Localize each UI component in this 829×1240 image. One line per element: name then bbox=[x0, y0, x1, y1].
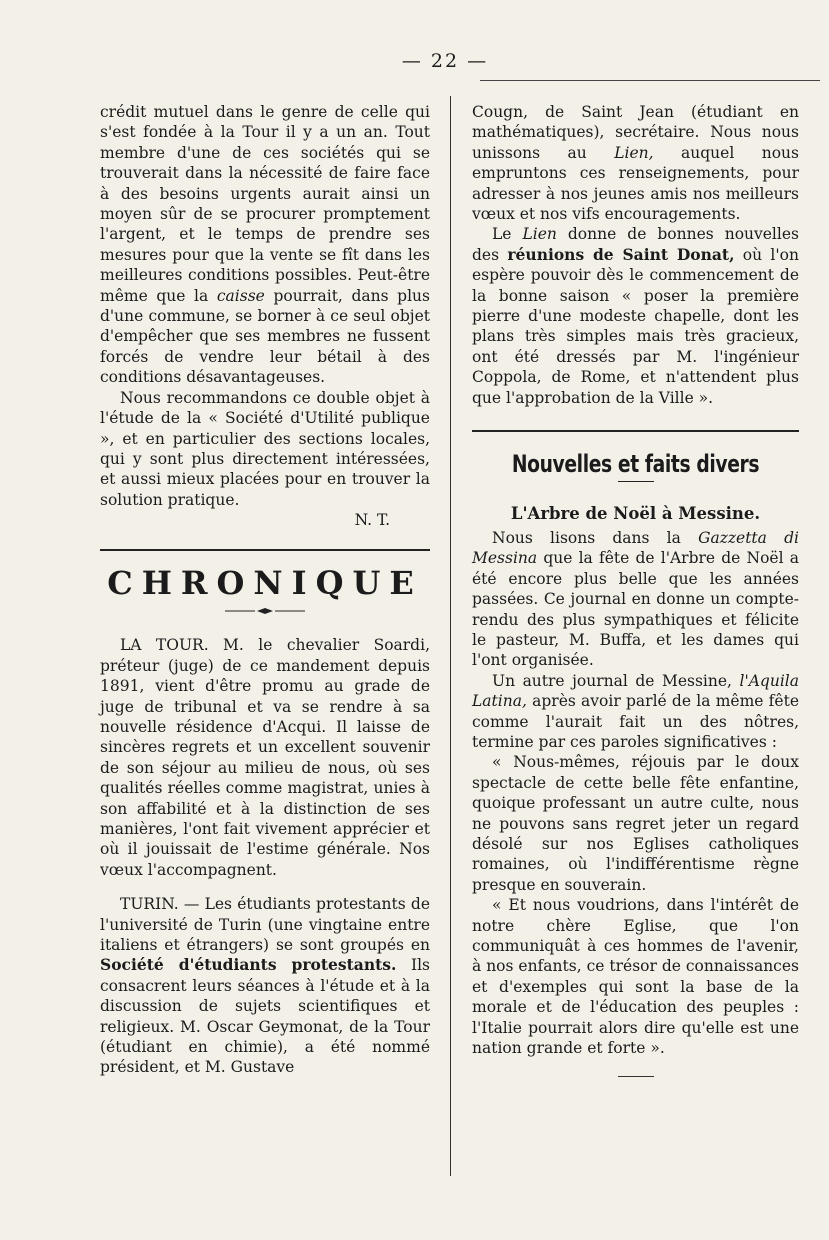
chronique-title: CHRONIQUE bbox=[107, 563, 423, 602]
paragraph-la-tour: LA TOUR. M. le chevalier Soardi, préteur (juge) de ce mandement depuis 1891, vient d'être promu au grade de juge de tribunal et va se rendre à sa nouvelle résidence d'Acqui. Il laisse de sincères regrets et un excellent souvenir de son séjour au milieu de nous, où ses qualités réelles comme magistrat, unies à son affabilité et à la distinction de ses manières, l'ont fait vivement apprécier et où il jouissait de l'estime générale. Nos vœux l'accompagnent. bbox=[100, 636, 430, 879]
paragraph-quote-2: « Et nous voudrions, dans l'intérêt de notre chère Eglise, que l'on communiquât à ces hommes de l'avenir, à nos enfants, ce trésor de connaissances et d'exemples qui sont la base de la morale et de l'éducation des peuples : l'Italie pourrait alors dire qu'elle est une nation grande et forte ». bbox=[472, 896, 799, 1058]
left-column bbox=[100, 102, 430, 1078]
section-rule bbox=[472, 430, 799, 432]
paragraph-quote-1: « Nous-mêmes, réjouis par le doux spectacle de cette belle fête enfantine, quoique professant un autre culte, nous ne pouvons sans regret jeter un regard désolé sur nos Eglises catholiques romaines, où l'indifférentisme règne presque en souverain. bbox=[472, 753, 799, 894]
section-title-nouvelles: Nouvelles et faits divers bbox=[511, 450, 760, 479]
page-number: — 22 — bbox=[401, 50, 489, 72]
title-underline bbox=[618, 481, 654, 482]
article-heading: L'Arbre de Noël à Messine. bbox=[510, 503, 761, 523]
ornament-divider bbox=[100, 601, 430, 621]
paragraph-recommandation: Nous recommandons ce double objet à l'étude de la « Société d'Utilité publique », et en particulier des sections locales, qui y sont plus directement intéressées, et aussi mieux placées pour en trouver la solution pratique. bbox=[100, 388, 430, 509]
paragraph-credit-mutuel: crédit mutuel dans le genre de celle qui s'est fondée à la Tour il y a un an. Tout membre d'une de ces sociétés qui se trouverait dans la nécessité de faire face à des besoins urgents aurait ainsi un moyen sûr de se procurer promptement l'argent, et le temps de prendre ses mesures pour que la vente se fît dans les meilleures conditions possibles. Peut-être même que la caisse pourrait, dans plus d'une commune, se borner à ce seul objet d'empêcher que ses membres ne fussent forcés de vendre leur bétail à des conditions désavantageuses. bbox=[100, 103, 430, 387]
header-rule bbox=[480, 80, 820, 81]
paragraph-saint-donat: Le Lien donne de bonnes nouvelles des réunions de Saint Donat, où l'on espère pouvoir dès le commencement de la bonne saison « poser la première pierre d'une modeste chapelle, dont les plans très simples mais très gracieux, ont été dressés par M. l'ingénieur Coppola, de Rome, et n'attendent plus que l'approbation de la Ville ». bbox=[472, 225, 799, 407]
section-rule bbox=[100, 549, 430, 551]
end-mark bbox=[618, 1076, 654, 1077]
paragraph-gazzetta: Nous lisons dans la Gazzetta di Messina que la fête de l'Arbre de Noël a été encore plus belle que les années passées. Ce journal en donne un compte-rendu des plus sympathiques et félicite le pasteur, M. Buffa, et les dames qui l'ont organisée. bbox=[472, 528, 799, 670]
right-column bbox=[472, 102, 799, 1077]
column-divider bbox=[450, 96, 451, 1176]
paragraph-aquila: Un autre journal de Messine, l'Aquila Latina, après avoir parlé de la même fête comme l'aurait fait un des nôtres, termine par ces paroles significatives : bbox=[472, 671, 799, 751]
ornament-icon bbox=[225, 607, 305, 615]
signature: N. T. bbox=[354, 511, 390, 530]
paragraph-cougn: Cougn, de Saint Jean (étudiant en mathématiques), secrétaire. Nous nous unissons au Lien, auquel nous empruntons ces renseignements, pour adresser à nos jeunes amis nos meilleurs vœux et nos vifs encouragements. bbox=[472, 103, 799, 224]
paragraph-turin: TURIN. — Les étudiants protestants de l'université de Turin (une vingtaine entre italiens et étrangers) se sont groupés en Société d'étudiants protestants. Ils consacrent leurs séances à l'étude et à la discussion de sujets scientifiques et religieux. M. Oscar Geymonat, de la Tour (étudiant en chimie), a été nommé président, et M. Gustave bbox=[100, 895, 430, 1077]
